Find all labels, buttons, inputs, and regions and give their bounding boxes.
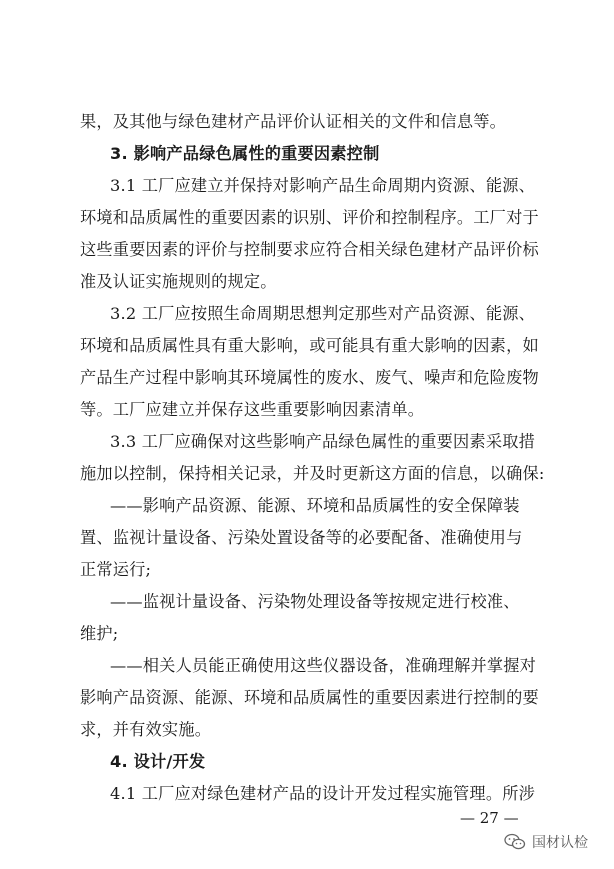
section-heading: 4. 设计/开发 [110, 752, 206, 771]
text-line: 果，及其他与绿色建材产品评价认证相关的文件和信息等。 [80, 112, 507, 131]
text-line: 维护; [80, 624, 119, 643]
watermark [504, 832, 588, 852]
text-line: 环境和品质属性具有重大影响，或可能具有重大影响的因素，如 [80, 336, 539, 355]
text-line: ——影响产品资源、能源、环境和品质属性的安全保障装 [110, 496, 520, 515]
text-line: 4.1 工厂应对绿色建材产品的设计开发过程实施管理。所涉 [110, 784, 535, 803]
text-line: 置、监视计量设备、污染处置设备等的必要配备、准确使用与 [80, 528, 523, 547]
page-number: — 27 — [460, 809, 519, 827]
text-line: 3.2 工厂应按照生命周期思想判定那些对产品资源、能源、 [110, 304, 535, 323]
text-line: ——监视计量设备、污染物处理设备等按规定进行校准、 [110, 592, 520, 611]
text-line: 环境和品质属性的重要因素的识别、评价和控制程序。工厂对于 [80, 208, 539, 227]
wechat-icon [504, 833, 526, 851]
text-line: 准及认证实施规则的规定。 [80, 272, 277, 291]
text-line: 影响产品资源、能源、环境和品质属性的重要因素进行控制的要 [80, 688, 539, 707]
section-heading: 3. 影响产品绿色属性的重要因素控制 [110, 144, 380, 163]
text-line: 求，并有效实施。 [80, 720, 212, 739]
text-line: 施加以控制，保持相关记录，并及时更新这方面的信息，以确保: [80, 464, 545, 483]
watermark-text: 国材认检 [532, 835, 588, 851]
text-line: 产品生产过程中影响其环境属性的废水、废气、噪声和危险废物 [80, 368, 539, 387]
text-line: 正常运行; [80, 560, 152, 579]
text-line: 3.3 工厂应确保对这些影响产品绿色属性的重要因素采取措 [110, 432, 535, 451]
text-line: 3.1 工厂应建立并保持对影响产品生命周期内资源、能源、 [110, 176, 535, 195]
text-line: ——相关人员能正确使用这些仪器设备，准确理解并掌握对 [110, 656, 537, 675]
text-line: 等。工厂应建立并保存这些重要影响因素清单。 [80, 400, 425, 419]
text-line: 这些重要因素的评价与控制要求应符合相关绿色建材产品评价标 [80, 240, 539, 259]
